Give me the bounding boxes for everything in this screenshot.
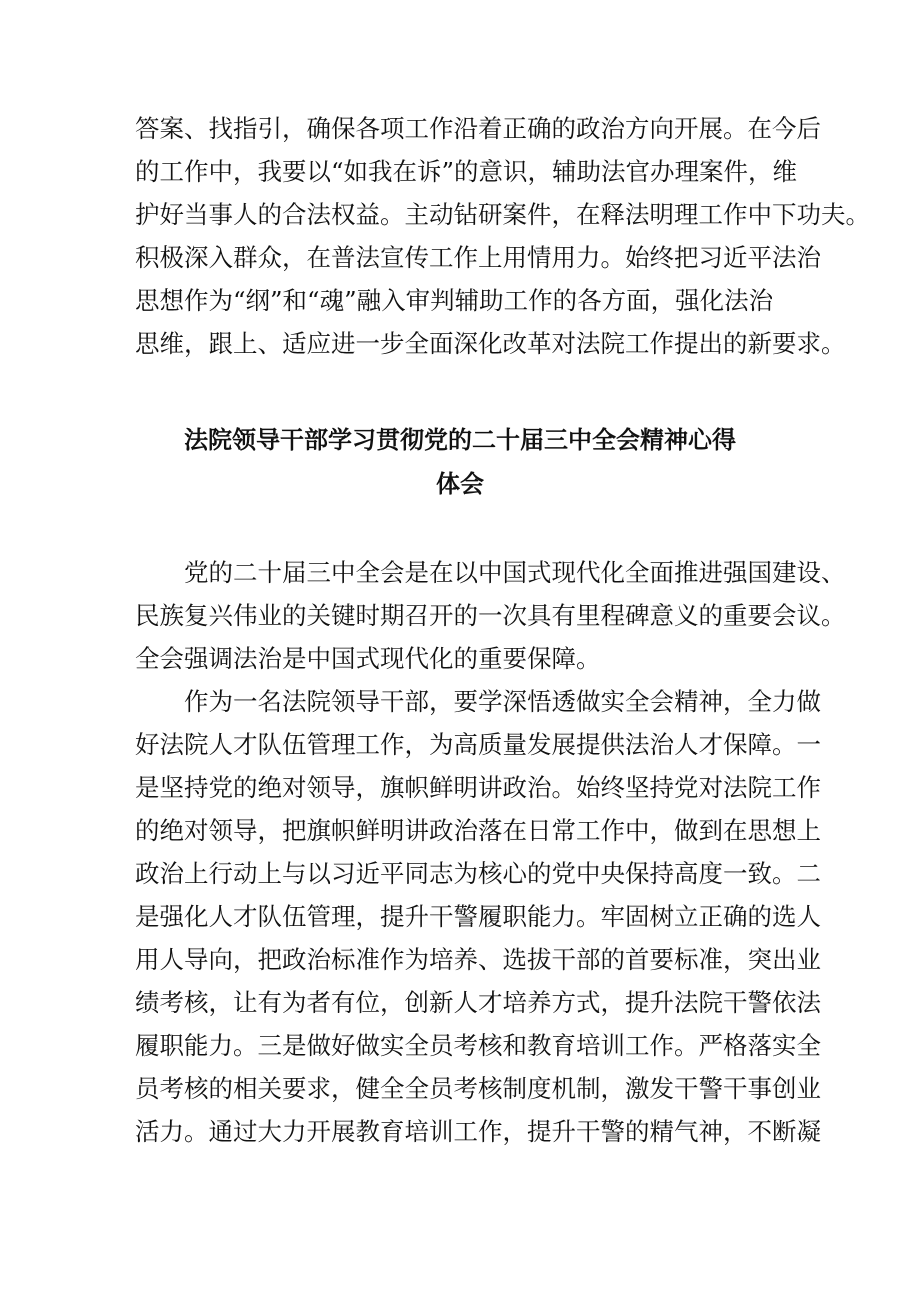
intro-line: 答案、找指引，确保各项工作沿着正确的政治方向开展。在今后 xyxy=(135,114,821,143)
intro-line: 思想作为“纲”和“魂”融入审判辅助工作的各方面，强化法治 xyxy=(135,286,774,315)
body-line: 作为一名法院领导干部，要学深悟透做实全会精神，全力做 xyxy=(184,687,821,716)
intro-line: 思维，跟上、适应进一步全面深化改革对法院工作提出的新要求。 xyxy=(135,329,846,358)
body-line: 是坚持党的绝对领导，旗帜鲜明讲政治。始终坚持党对法院工作 xyxy=(135,773,821,802)
intro-line: 护好当事人的合法权益。主动钻研案件，在释法明理工作中下功夫。 xyxy=(135,200,870,229)
body-line: 绩考核，让有为者有位，创新人才培养方式，提升法院干警依法 xyxy=(135,988,821,1017)
body-line: 好法院人才队伍管理工作，为高质量发展提供法治人才保障。一 xyxy=(135,730,821,759)
body-line: 用人导向，把政治标准作为培养、选拔干部的首要标准，突出业 xyxy=(135,945,821,974)
body-line: 员考核的相关要求，健全全员考核制度机制，激发干警干事创业 xyxy=(135,1074,821,1103)
body-line: 政治上行动上与以习近平同志为核心的党中央保持高度一致。二 xyxy=(135,859,821,888)
intro-line: 的工作中，我要以“如我在诉”的意识，辅助法官办理案件，维 xyxy=(135,157,798,186)
section-title-continuation: 体会 xyxy=(436,470,484,498)
intro-line: 积极深入群众，在普法宣传工作上用情用力。始终把习近平法治 xyxy=(135,243,821,272)
body-line: 活力。通过大力开展教育培训工作，提升干警的精气神，不断凝 xyxy=(135,1117,821,1146)
body-line: 民族复兴伟业的关键时期召开的一次具有里程碑意义的重要会议。 xyxy=(135,601,846,630)
body-line: 履职能力。三是做好做实全员考核和教育培训工作。严格落实全 xyxy=(135,1031,821,1060)
body-line: 党的二十届三中全会是在以中国式现代化全面推进强国建设、 xyxy=(184,558,846,587)
body-line: 是强化人才队伍管理，提升干警履职能力。牢固树立正确的选人 xyxy=(135,902,821,931)
body-line: 的绝对领导，把旗帜鲜明讲政治落在日常工作中，做到在思想上 xyxy=(135,816,821,845)
body-line: 全会强调法治是中国式现代化的重要保障。 xyxy=(135,644,601,673)
section-title: 法院领导干部学习贯彻党的二十届三中全会精神心得 xyxy=(184,426,736,454)
